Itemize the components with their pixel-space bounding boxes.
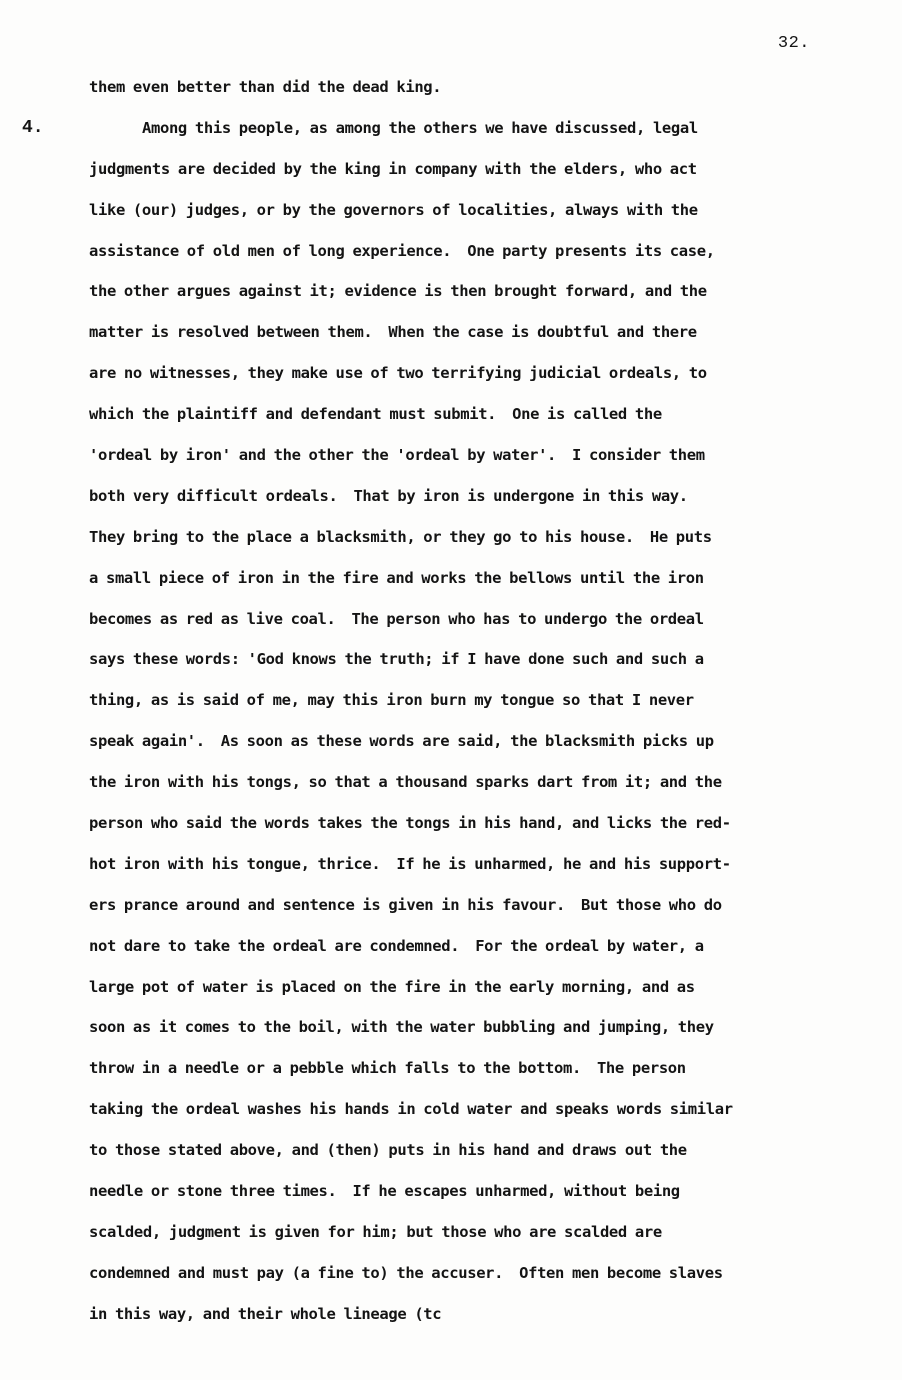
text-line: not dare to take the ordeal are condemned. For the ordeal by water, a: [89, 936, 704, 955]
text-line: 'ordeal by iron' and the other the 'ordeal by water'. I consider them: [89, 446, 705, 465]
text-line: thing, as is said of me, may this iron burn my tongue so that I never: [89, 691, 694, 710]
text-line: the other argues against it; evidence is then brought forward, and the: [89, 282, 707, 301]
text-line: are no witnesses, they make use of two terrifying judicial ordeals, to: [89, 364, 707, 383]
text-line: needle or stone three times. If he escapes unharmed, without being: [89, 1182, 680, 1201]
text-line: them even better than did the dead king.: [89, 78, 442, 96]
text-line: assistance of old men of long experience. One party presents its case,: [89, 241, 715, 260]
text-line: judgments are decided by the king in company with the elders, who act: [89, 159, 697, 178]
text-line: speak again'. As soon as these words are said, the blacksmith picks up: [89, 732, 714, 751]
text-line: to those stated above, and (then) puts in his hand and draws out the: [89, 1141, 687, 1160]
body-text: [89, 74, 869, 1342]
text-line: a small piece of iron in the fire and works the bellows until the iron: [89, 568, 704, 587]
text-line: large pot of water is placed on the fire in the early morning, and as: [89, 977, 695, 996]
text-line: in this way, and their whole lineage (tc: [89, 1304, 442, 1323]
paragraph-number: 4.: [22, 118, 44, 138]
text-line: person who said the words takes the tongs in his hand, and licks the red-: [89, 814, 731, 833]
text-line: matter is resolved between them. When the case is doubtful and there: [89, 323, 697, 342]
text-line: says these words: 'God knows the truth; if I have done such and such a: [89, 650, 704, 669]
text-line: the iron with his tongs, so that a thousand sparks dart from it; and the: [89, 773, 722, 792]
text-line: becomes as red as live coal. The person who has to undergo the ordeal: [89, 609, 704, 628]
text-line: condemned and must pay (a fine to) the accuser. Often men become slaves: [89, 1263, 723, 1282]
text-line: like (our) judges, or by the governors of localities, always with the: [89, 200, 698, 219]
text-line: throw in a needle or a pebble which falls to the bottom. The person: [89, 1059, 686, 1078]
text-line: Among this people, as among the others we have discussed, legal: [142, 118, 698, 137]
text-line: soon as it comes to the boil, with the water bubbling and jumping, they: [89, 1018, 714, 1037]
text-line: scalded, judgment is given for him; but those who are scalded are: [89, 1222, 662, 1241]
page-number: 32.: [777, 34, 810, 53]
text-line: They bring to the place a blacksmith, or they go to his house. He puts: [89, 527, 712, 546]
text-line: ers prance around and sentence is given in his favour. But those who do: [89, 895, 722, 914]
text-line: taking the ordeal washes his hands in cold water and speaks words similar: [89, 1100, 733, 1119]
text-line: both very difficult ordeals. That by iron is undergone in this way.: [89, 486, 688, 505]
text-line: which the plaintiff and defendant must submit. One is called the: [89, 405, 662, 424]
text-line: hot iron with his tongue, thrice. If he is unharmed, he and his support-: [89, 854, 731, 873]
